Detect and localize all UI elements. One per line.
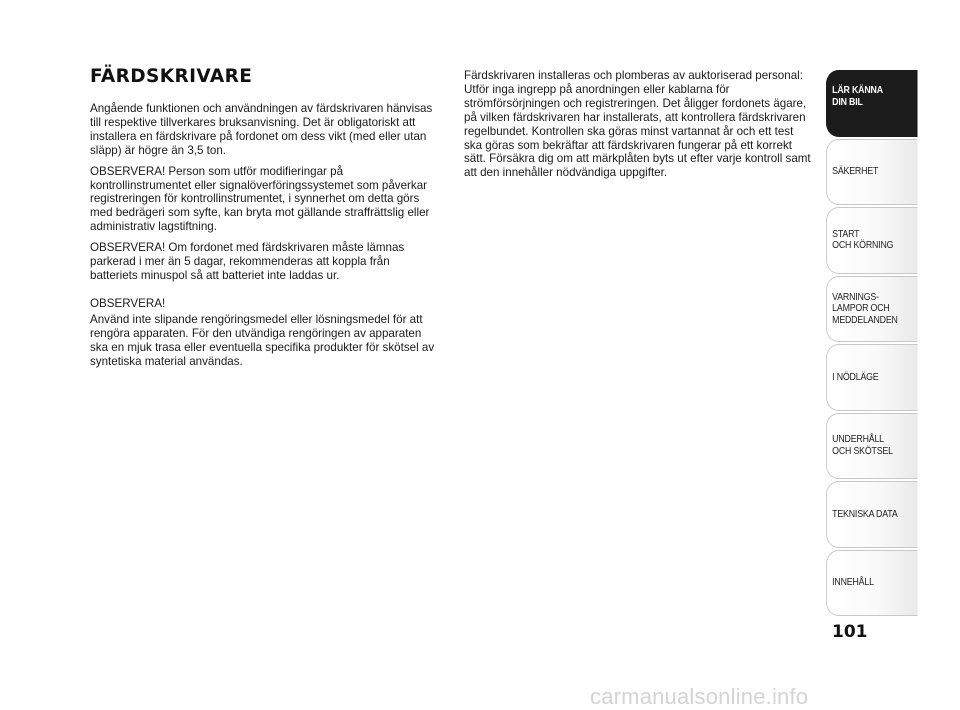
warning-cleaning-heading: OBSERVERA! — [90, 296, 166, 310]
chapter-tabs — [826, 70, 918, 618]
tab-start-och-korning[interactable]: START OCH KÖRNING — [826, 207, 918, 274]
tab-underhall[interactable]: UNDERHÅLL OCH SKÖTSEL — [826, 413, 918, 480]
tab-lar-kanna-din-bil[interactable]: LÄR KÄNNA DIN BIL — [826, 70, 918, 137]
warning-modification-paragraph: OBSERVERA! Person som utför modifieringar på kontrollinstrumentet eller signalöverföringssystemet som påverkar registreringen för kontrollinstrumentet, i synnerhet om detta görs med bedrägeri som syfte, kan bryta mot gällande straffrättslig eller administrativ lagstiftning. — [90, 164, 430, 234]
tab-sakerhet[interactable]: SÄKERHET — [826, 139, 918, 206]
installation-paragraph: Färdskrivaren installeras och plomberas av auktoriserad personal: Utför inga ingrepp på anordningen eller kablarna för strömförsörjningen och registreringen. Det åligger fordonets ägare, på vilken färdskrivaren har installerats, att kontrollera färdskrivaren regelbundet. Kontrollen ska göras minst vartannat år och ett test ska göras som bekräftar att färdskrivaren fungerar på ett korrekt sätt. Försäkra dig om att märkplåten byts ut efter varje kontroll samt att den innehåller nödvändiga uppgifter. — [464, 69, 811, 180]
warning-battery-paragraph: OBSERVERA! Om fordonet med färdskrivaren måste lämnas parkerad i mer än 5 dagar, rekommenderas att koppla från batteriets minuspol så att batteriet inte laddas ur. — [90, 241, 405, 282]
page-number: 101 — [832, 622, 868, 642]
tab-varningslampor[interactable]: VARNINGS- LAMPOR OCH MEDDELANDEN — [826, 276, 918, 343]
tab-tekniska-data[interactable]: TEKNISKA DATA — [826, 481, 918, 548]
section-title: FÄRDSKRIVARE — [90, 66, 253, 87]
intro-paragraph: Angående funktionen och användningen av färdskrivaren hänvisas till respektive tillverkares bruksanvisning. Det är obligatoriskt att installera en färdskrivare på fordonet om dess vikt (med eller utan släpp) är högre än 3,5 ton. — [90, 102, 433, 157]
warning-cleaning-paragraph: Använd inte slipande rengöringsmedel eller lösningsmedel för att rengöra apparaten. För den utvändiga rengöringen av apparaten ska en mjuk trasa eller eventuella specifika produkter för skötsel av syntetiska material användas. — [90, 312, 435, 368]
tab-i-nodlage[interactable]: I NÖDLÄGE — [826, 344, 918, 411]
tab-innehall[interactable]: INNEHÅLL — [826, 550, 918, 617]
left-column — [90, 66, 440, 375]
watermark: carmanualsonline.info — [590, 684, 809, 709]
right-column — [464, 69, 814, 187]
